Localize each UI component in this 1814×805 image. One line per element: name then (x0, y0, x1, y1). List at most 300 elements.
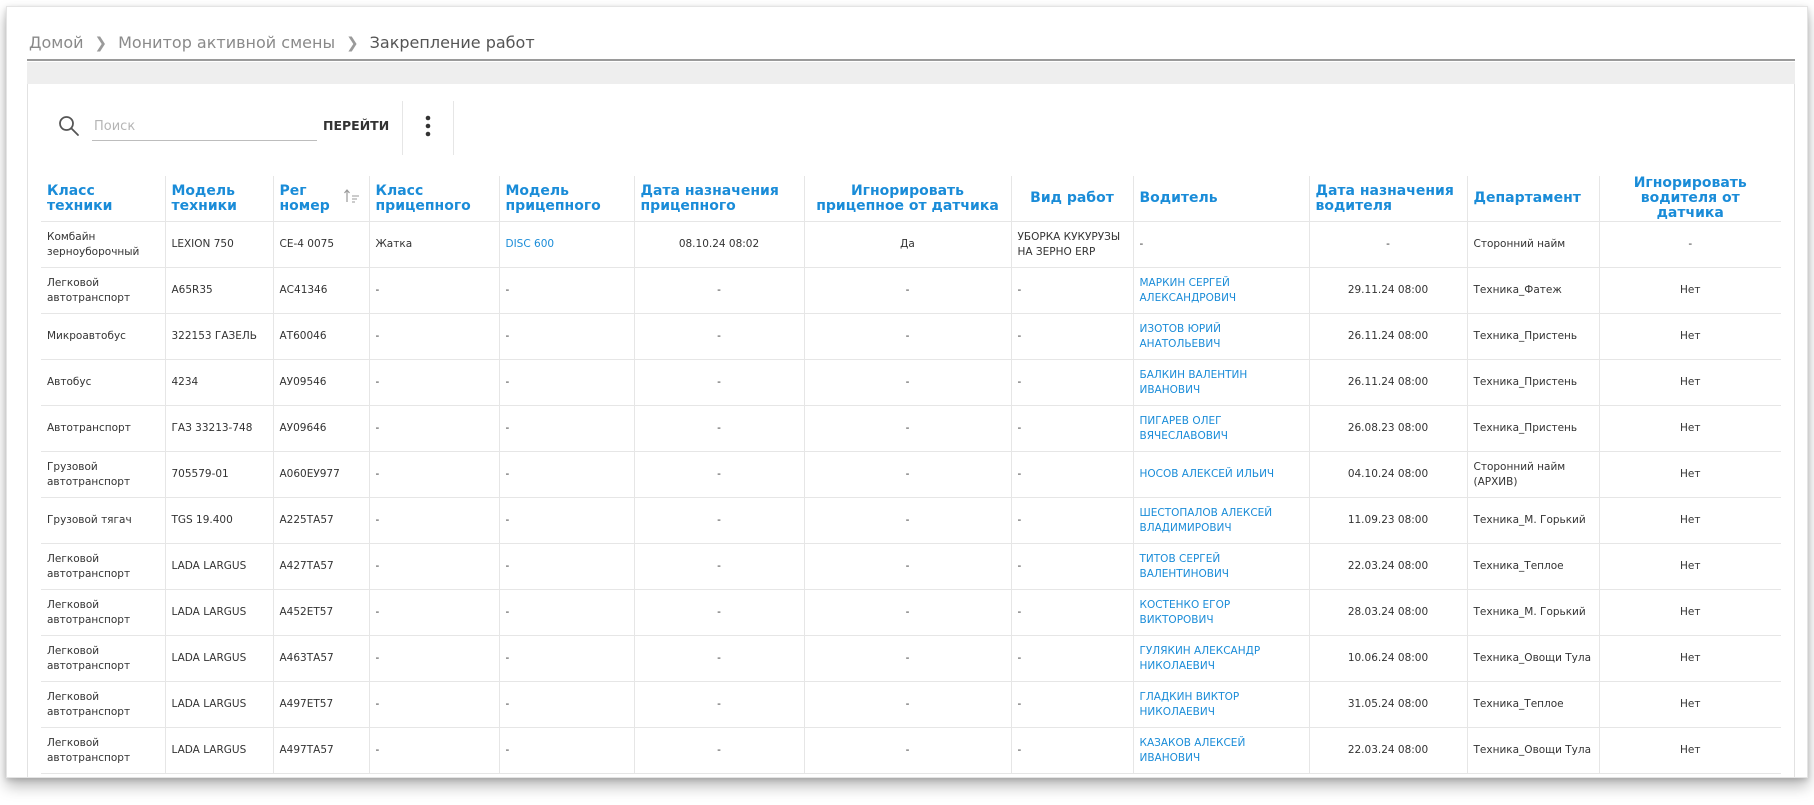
cell-driver[interactable] (1133, 314, 1309, 360)
cell-driver-link[interactable]: ГЛАДКИН ВИКТОР НИКОЛАЕВИЧ (1139, 690, 1240, 718)
cell-reg-number-text: А463ТА57 (279, 652, 334, 664)
cell-ignore-trailer (804, 314, 1011, 360)
cell-work-type (1011, 222, 1133, 268)
cell-driver-date (1309, 682, 1467, 728)
cell-department (1467, 360, 1599, 406)
cell-driver-date (1309, 360, 1467, 406)
cell-driver-date-text: 10.06.24 08:00 (1347, 652, 1429, 664)
cell-department (1467, 406, 1599, 452)
cell-ignore-driver (1599, 590, 1781, 636)
cell-trailer-date (634, 452, 804, 498)
cell-trailer-date (634, 268, 804, 314)
cell-driver[interactable] (1133, 360, 1309, 406)
cell-driver-link[interactable]: ПИГАРЕВ ОЛЕГ ВЯЧЕСЛАВОВИЧ (1139, 414, 1228, 442)
cell-work-type (1011, 452, 1133, 498)
cell-ignore-trailer-text: - (905, 744, 910, 756)
cell-vehicle-class (41, 452, 165, 498)
cell-trailer-class (369, 590, 499, 636)
cell-trailer-class-text: - (375, 652, 380, 664)
cell-ignore-trailer-text: - (905, 330, 910, 342)
cell-reg-number (273, 498, 369, 544)
cell-ignore-trailer (804, 728, 1011, 774)
cell-trailer-class-text: - (375, 376, 380, 388)
cell-department-text: Техника_Пристень (1473, 422, 1578, 434)
cell-work-type-text: - (1017, 330, 1022, 342)
cell-trailer-class (369, 360, 499, 406)
cell-trailer-date-text: - (717, 514, 721, 526)
cell-trailer-date (634, 728, 804, 774)
cell-driver-date-text: 22.03.24 08:00 (1347, 744, 1429, 756)
cell-reg-number-text: А497ЕТ57 (279, 698, 334, 710)
cell-driver[interactable] (1133, 268, 1309, 314)
cell-trailer-class-text: - (375, 330, 380, 342)
cell-trailer-class (369, 222, 499, 268)
cell-trailer-date (634, 498, 804, 544)
cell-reg-number-text: АУ09646 (279, 422, 327, 434)
breadcrumb-item-shift-monitor[interactable]: Монитор активной смены (118, 33, 336, 52)
column-header-label: Рег номер (279, 182, 330, 214)
cell-reg-number-text: А427ТА57 (279, 560, 334, 572)
cell-driver[interactable] (1133, 728, 1309, 774)
column-header-department[interactable]: Департамент (1467, 176, 1599, 222)
cell-ignore-trailer (804, 268, 1011, 314)
breadcrumb (29, 33, 535, 52)
cell-department (1467, 636, 1599, 682)
cell-ignore-driver-text: Нет (1680, 606, 1701, 618)
cell-vehicle-model (165, 406, 273, 452)
cell-driver[interactable] (1133, 452, 1309, 498)
cell-vehicle-model-text: ГАЗ 33213-748 (171, 422, 253, 434)
cell-vehicle-class-text: Легковой автотранспорт (47, 552, 131, 580)
cell-department-text: Техника_Овощи Тула (1473, 744, 1592, 756)
cell-department (1467, 728, 1599, 774)
cell-driver-link[interactable]: КОСТЕНКО ЕГОР ВИКТОРОВИЧ (1139, 598, 1231, 626)
cell-reg-number (273, 636, 369, 682)
cell-trailer-model (499, 636, 634, 682)
cell-reg-number-text: А497ТА57 (279, 744, 334, 756)
cell-vehicle-model-text: LADA LARGUS (171, 744, 247, 756)
cell-trailer-date-text: - (717, 744, 721, 756)
cell-driver[interactable] (1133, 590, 1309, 636)
cell-ignore-driver (1599, 222, 1781, 268)
cell-trailer-date-text: - (717, 560, 721, 572)
cell-vehicle-class (41, 498, 165, 544)
table-row[interactable] (41, 590, 1781, 636)
cell-department-text: Техника_Пристень (1473, 376, 1578, 388)
cell-trailer-date (634, 682, 804, 728)
column-header-vehicle-class[interactable]: Класс техники (41, 176, 165, 222)
cell-trailer-model (499, 268, 634, 314)
cell-vehicle-model-text: TGS 19.400 (171, 514, 233, 526)
cell-driver[interactable] (1133, 636, 1309, 682)
header-divider (27, 59, 1795, 61)
cell-ignore-trailer (804, 590, 1011, 636)
cell-trailer-class (369, 682, 499, 728)
cell-vehicle-model-text: LADA LARGUS (171, 698, 247, 710)
cell-trailer-model-link[interactable]: DISC 600 (505, 238, 555, 250)
cell-ignore-trailer-text: - (905, 652, 910, 664)
cell-driver-date (1309, 222, 1467, 268)
cell-department (1467, 544, 1599, 590)
cell-ignore-trailer-text: - (905, 606, 910, 618)
cell-driver-date-text: 26.11.24 08:00 (1347, 330, 1429, 342)
chevron-right-icon: ❯ (94, 33, 108, 52)
cell-driver-date-text: 26.11.24 08:00 (1347, 376, 1429, 388)
cell-work-type-text: - (1017, 560, 1022, 572)
cell-ignore-driver-text: Нет (1680, 330, 1701, 342)
cell-vehicle-class (41, 268, 165, 314)
cell-vehicle-class-text: Грузовой тягач (47, 514, 132, 526)
cell-driver-link[interactable]: НОСОВ АЛЕКСЕЙ ИЛЬИЧ (1139, 468, 1275, 480)
cell-vehicle-class-text: Автобус (47, 376, 92, 388)
cell-trailer-date-text: - (717, 330, 721, 342)
cell-trailer-model-text: - (505, 376, 510, 388)
cell-work-type-text: - (1017, 698, 1022, 710)
cell-ignore-driver (1599, 728, 1781, 774)
cell-trailer-model (499, 682, 634, 728)
cell-trailer-date (634, 544, 804, 590)
cell-reg-number (273, 682, 369, 728)
cell-vehicle-class (41, 406, 165, 452)
cell-trailer-date (634, 636, 804, 682)
cell-trailer-model-text: - (505, 606, 510, 618)
cell-department-text: Техника_Теплое (1473, 698, 1564, 710)
cell-trailer-date (634, 360, 804, 406)
cell-ignore-trailer (804, 452, 1011, 498)
cell-work-type-text: УБОРКА КУКУРУЗЫ НА ЗЕРНО ERP (1017, 230, 1121, 258)
cell-driver[interactable] (1133, 682, 1309, 728)
cell-ignore-driver (1599, 544, 1781, 590)
cell-trailer-model-text: - (505, 744, 510, 756)
cell-trailer-model (499, 314, 634, 360)
cell-trailer-date-text: - (717, 284, 721, 296)
card-border-left (27, 84, 28, 777)
app-frame (6, 6, 1808, 778)
cell-ignore-trailer-text: - (905, 376, 910, 388)
cell-department (1467, 314, 1599, 360)
cell-department-text: Техника_Овощи Тула (1473, 652, 1592, 664)
cell-ignore-trailer (804, 222, 1011, 268)
go-button[interactable]: ПЕРЕЙТИ (323, 113, 393, 137)
cell-trailer-model (499, 590, 634, 636)
cell-ignore-driver-text: - (1688, 238, 1693, 250)
cell-reg-number-text: А452ЕТ57 (279, 606, 334, 618)
cell-work-type (1011, 268, 1133, 314)
cell-trailer-date (634, 406, 804, 452)
cell-vehicle-class (41, 222, 165, 268)
cell-vehicle-class-text: Легковой автотранспорт (47, 690, 131, 718)
cell-ignore-driver (1599, 314, 1781, 360)
cell-department-text: Техника_Теплое (1473, 560, 1564, 572)
column-header-reg-number[interactable] (273, 176, 369, 222)
cell-driver[interactable] (1133, 544, 1309, 590)
cell-ignore-trailer-text: - (905, 514, 910, 526)
cell-reg-number (273, 406, 369, 452)
cell-work-type (1011, 498, 1133, 544)
cell-trailer-class (369, 314, 499, 360)
cell-work-type-text: - (1017, 514, 1022, 526)
cell-department (1467, 498, 1599, 544)
cell-department (1467, 682, 1599, 728)
cell-reg-number (273, 452, 369, 498)
cell-trailer-model (499, 452, 634, 498)
cell-department (1467, 452, 1599, 498)
search-input[interactable] (92, 112, 317, 141)
cell-vehicle-class-text: Комбайн зерноуборочный (47, 230, 140, 258)
cell-vehicle-model (165, 314, 273, 360)
cell-reg-number (273, 544, 369, 590)
cell-vehicle-class (41, 682, 165, 728)
cell-trailer-class-text: - (375, 560, 380, 572)
cell-driver-link[interactable]: БАЛКИН ВАЛЕНТИН ИВАНОВИЧ (1139, 368, 1248, 396)
cell-trailer-model (499, 406, 634, 452)
cell-driver-date-text: 28.03.24 08:00 (1347, 606, 1429, 618)
cell-trailer-date-text: - (717, 422, 721, 434)
column-header-ignore-driver[interactable]: Игнорировать водителя от датчика (1599, 176, 1781, 222)
header-band (27, 62, 1795, 84)
cell-driver-link[interactable]: ТИТОВ СЕРГЕЙ ВАЛЕНТИНОВИЧ (1139, 552, 1229, 580)
cell-vehicle-model-text: LEXION 750 (171, 238, 234, 250)
sort-ascending-icon[interactable] (343, 188, 361, 204)
column-header-ignore-trailer[interactable]: Игнорировать прицепное от датчика (804, 176, 1011, 222)
table-row[interactable] (41, 314, 1781, 360)
cell-driver-date (1309, 544, 1467, 590)
column-header-trailer-date[interactable]: Дата назначения прицепного (634, 176, 804, 222)
cell-trailer-model-text: - (505, 652, 510, 664)
cell-driver-link[interactable]: МАРКИН СЕРГЕЙ АЛЕКСАНДРОВИЧ (1139, 276, 1237, 304)
cell-vehicle-model (165, 636, 273, 682)
cell-driver-link[interactable]: ГУЛЯКИН АЛЕКСАНДР НИКОЛАЕВИЧ (1139, 644, 1261, 672)
cell-trailer-model-text: - (505, 514, 510, 526)
table-row[interactable] (41, 222, 1781, 268)
cell-ignore-driver-text: Нет (1680, 376, 1701, 388)
cell-department-text: Техника_М. Горький (1473, 514, 1586, 526)
table-row[interactable] (41, 452, 1781, 498)
cell-vehicle-class (41, 728, 165, 774)
cell-trailer-date-text: - (717, 652, 721, 664)
cell-reg-number-text: АС41346 (279, 284, 328, 296)
cell-trailer-class-text: - (375, 514, 380, 526)
cell-ignore-trailer (804, 636, 1011, 682)
cell-vehicle-model-text: 322153 ГАЗЕЛЬ (171, 330, 257, 342)
cell-vehicle-class-text: Легковой автотранспорт (47, 276, 131, 304)
table-row[interactable] (41, 268, 1781, 314)
cell-vehicle-model-text: LADA LARGUS (171, 606, 247, 618)
more-vertical-icon (411, 109, 445, 143)
table-row[interactable] (41, 636, 1781, 682)
card-border-right (1794, 84, 1795, 777)
cell-work-type (1011, 314, 1133, 360)
cell-trailer-date-text: - (717, 606, 721, 618)
cell-reg-number (273, 728, 369, 774)
cell-ignore-driver (1599, 682, 1781, 728)
cell-trailer-class-text: Жатка (375, 238, 413, 250)
cell-vehicle-class (41, 314, 165, 360)
cell-trailer-class (369, 268, 499, 314)
cell-vehicle-model-text: LADA LARGUS (171, 652, 247, 664)
cell-reg-number-text: АТ60046 (279, 330, 327, 342)
cell-vehicle-class-text: Легковой автотранспорт (47, 598, 131, 626)
cell-ignore-driver (1599, 268, 1781, 314)
cell-ignore-driver (1599, 406, 1781, 452)
cell-driver (1133, 222, 1309, 268)
cell-ignore-trailer-text: - (905, 560, 910, 572)
cell-vehicle-model (165, 682, 273, 728)
cell-reg-number (273, 268, 369, 314)
cell-trailer-date-text: - (717, 698, 721, 710)
cell-ignore-driver (1599, 452, 1781, 498)
cell-driver-date (1309, 452, 1467, 498)
cell-driver-date-text: 29.11.24 08:00 (1347, 284, 1429, 296)
cell-driver-text: - (1139, 238, 1144, 250)
cell-vehicle-model (165, 590, 273, 636)
cell-driver-link[interactable]: КАЗАКОВ АЛЕКСЕЙ ИВАНОВИЧ (1139, 736, 1246, 764)
cell-driver-link[interactable]: ШЕСТОПАЛОВ АЛЕКСЕЙ ВЛАДИМИРОВИЧ (1139, 506, 1273, 534)
cell-ignore-driver-text: Нет (1680, 698, 1701, 710)
cell-trailer-model-text: - (505, 422, 510, 434)
cell-ignore-trailer (804, 498, 1011, 544)
cell-trailer-date (634, 222, 804, 268)
cell-work-type (1011, 590, 1133, 636)
cell-trailer-class (369, 406, 499, 452)
search-icon (57, 114, 81, 138)
cell-trailer-model[interactable] (499, 222, 634, 268)
cell-vehicle-model-text: 705579-01 (171, 468, 229, 480)
more-options-button[interactable] (411, 109, 445, 143)
cell-driver-date-text: 04.10.24 08:00 (1347, 468, 1429, 480)
cell-trailer-date-text: - (717, 468, 721, 480)
cell-ignore-trailer (804, 682, 1011, 728)
cell-ignore-trailer-text: - (905, 468, 910, 480)
cell-reg-number-text: А225ТА57 (279, 514, 334, 526)
cell-vehicle-class-text: Микроавтобус (47, 330, 126, 342)
cell-work-type-text: - (1017, 376, 1022, 388)
cell-vehicle-model-text: А65R35 (171, 284, 213, 296)
cell-driver-link[interactable]: ИЗОТОВ ЮРИЙ АНАТОЛЬЕВИЧ (1139, 322, 1221, 350)
cell-vehicle-class (41, 360, 165, 406)
cell-ignore-driver-text: Нет (1680, 652, 1701, 664)
column-header-driver-date[interactable]: Дата назначения водителя (1309, 176, 1467, 222)
cell-vehicle-class-text: Легковой автотранспорт (47, 644, 131, 672)
cell-driver-date (1309, 728, 1467, 774)
cell-trailer-class (369, 728, 499, 774)
cell-vehicle-class-text: Автотранспорт (47, 422, 131, 434)
assignments-table-container (41, 176, 1781, 774)
cell-ignore-trailer-text: - (905, 284, 910, 296)
cell-ignore-driver-text: Нет (1680, 514, 1701, 526)
cell-trailer-class-text: - (375, 744, 380, 756)
cell-department (1467, 222, 1599, 268)
cell-ignore-trailer (804, 360, 1011, 406)
cell-trailer-class-text: - (375, 606, 380, 618)
cell-department-text: Техника_Фатеж (1473, 284, 1562, 296)
cell-trailer-class-text: - (375, 284, 380, 296)
toolbar-divider (453, 101, 454, 155)
cell-work-type-text: - (1017, 284, 1022, 296)
cell-vehicle-class (41, 590, 165, 636)
cell-driver-date-text: - (1386, 238, 1390, 250)
cell-department-text: Техника_М. Горький (1473, 606, 1586, 618)
cell-trailer-class (369, 636, 499, 682)
column-header-work-type[interactable]: Вид работ (1011, 176, 1133, 222)
cell-driver[interactable] (1133, 406, 1309, 452)
breadcrumb-item-current: Закрепление работ (369, 33, 535, 52)
cell-work-type (1011, 360, 1133, 406)
cell-work-type-text: - (1017, 744, 1022, 756)
cell-trailer-model-text: - (505, 330, 510, 342)
breadcrumb-item-home[interactable]: Домой (29, 33, 84, 52)
cell-work-type (1011, 728, 1133, 774)
cell-vehicle-model-text: LADA LARGUS (171, 560, 247, 572)
cell-driver[interactable] (1133, 498, 1309, 544)
toolbar-divider (402, 101, 403, 155)
cell-work-type (1011, 544, 1133, 590)
cell-vehicle-class (41, 544, 165, 590)
cell-vehicle-model (165, 728, 273, 774)
table-row[interactable] (41, 544, 1781, 590)
cell-reg-number (273, 314, 369, 360)
cell-vehicle-model (165, 498, 273, 544)
cell-trailer-date (634, 314, 804, 360)
cell-department-text: Сторонний найм (АРХИВ) (1473, 460, 1566, 488)
cell-work-type-text: - (1017, 422, 1022, 434)
cell-vehicle-model (165, 360, 273, 406)
table-row[interactable] (41, 682, 1781, 728)
cell-driver-date-text: 11.09.23 08:00 (1347, 514, 1429, 526)
cell-reg-number-text: АУ09546 (279, 376, 327, 388)
table-row[interactable] (41, 406, 1781, 452)
cell-trailer-date (634, 590, 804, 636)
cell-driver-date-text: 26.08.23 08:00 (1347, 422, 1429, 434)
cell-trailer-class (369, 452, 499, 498)
assignments-table (41, 176, 1781, 774)
cell-work-type-text: - (1017, 606, 1022, 618)
cell-ignore-trailer (804, 544, 1011, 590)
table-body (41, 222, 1781, 774)
cell-trailer-model (499, 498, 634, 544)
cell-ignore-trailer (804, 406, 1011, 452)
cell-ignore-driver-text: Нет (1680, 468, 1701, 480)
table-row[interactable] (41, 728, 1781, 774)
table-row[interactable] (41, 360, 1781, 406)
column-header-trailer-model[interactable]: Модель прицепного (499, 176, 634, 222)
cell-work-type-text: - (1017, 468, 1022, 480)
cell-driver-date (1309, 498, 1467, 544)
cell-trailer-model (499, 360, 634, 406)
table-header-row (41, 176, 1781, 222)
cell-reg-number-text: СЕ-4 0075 (279, 238, 334, 250)
cell-ignore-driver-text: Нет (1680, 744, 1701, 756)
cell-ignore-driver-text: Нет (1680, 284, 1701, 296)
cell-driver-date (1309, 314, 1467, 360)
column-header-driver[interactable]: Водитель (1133, 176, 1309, 222)
cell-ignore-trailer-text: - (905, 422, 910, 434)
cell-vehicle-model (165, 452, 273, 498)
column-header-trailer-class[interactable]: Класс прицепного (369, 176, 499, 222)
cell-driver-date (1309, 636, 1467, 682)
cell-department (1467, 268, 1599, 314)
cell-vehicle-class-text: Легковой автотранспорт (47, 736, 131, 764)
cell-work-type (1011, 636, 1133, 682)
cell-driver-date (1309, 268, 1467, 314)
cell-ignore-driver (1599, 498, 1781, 544)
column-header-vehicle-model[interactable]: Модель техники (165, 176, 273, 222)
table-row[interactable] (41, 498, 1781, 544)
cell-driver-date-text: 31.05.24 08:00 (1347, 698, 1429, 710)
cell-ignore-driver-text: Нет (1680, 560, 1701, 572)
cell-ignore-trailer-text: Да (900, 238, 915, 250)
cell-trailer-model (499, 728, 634, 774)
